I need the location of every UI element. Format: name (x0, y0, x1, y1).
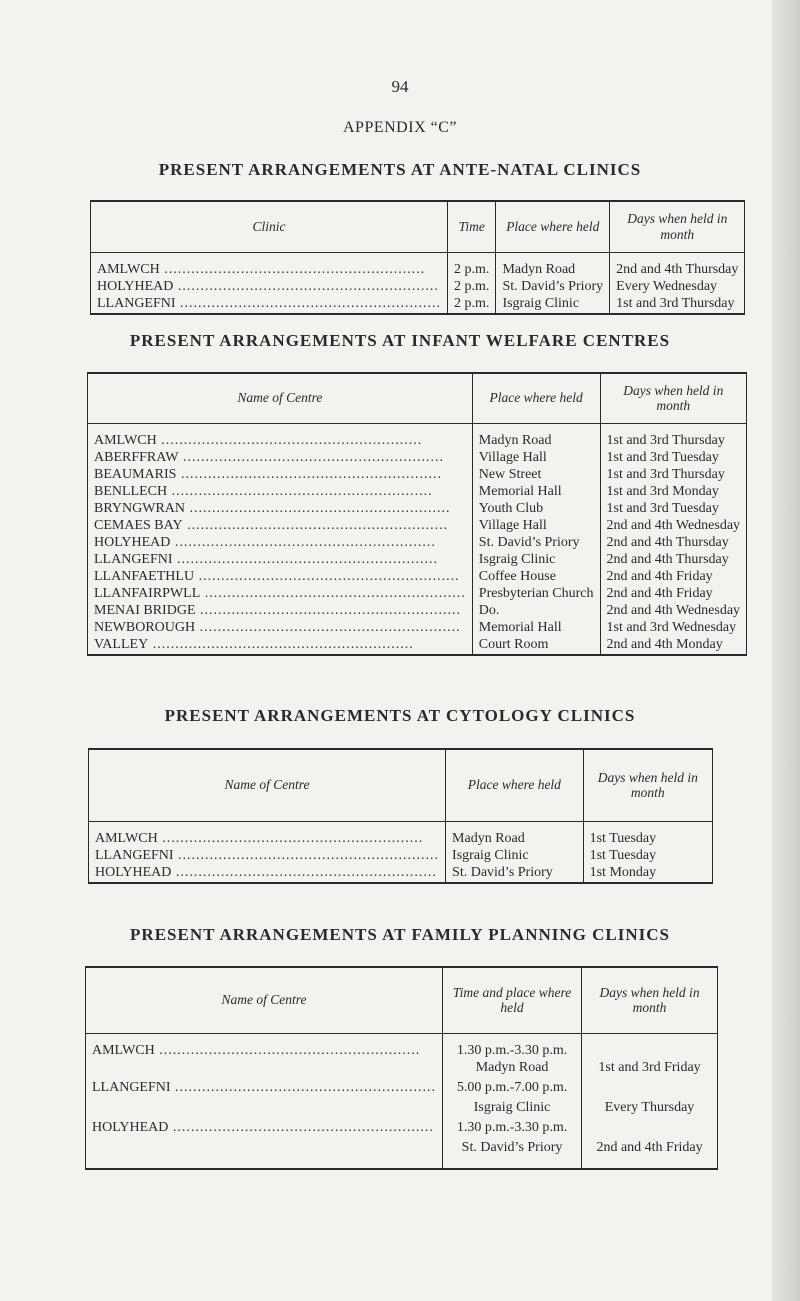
clinic-time: 2 p.m. (448, 295, 496, 314)
centre-days: 2nd and 4th Monday (600, 636, 747, 655)
col-header-name: Name of Centre (89, 749, 446, 821)
table-row (88, 466, 747, 483)
centre-place: Memorial Hall (472, 619, 600, 636)
centre-place: Isgraig Clinic (472, 551, 600, 568)
centre-time-place: Isgraig Clinic (443, 1099, 582, 1119)
centre-days: Every Thursday (582, 1099, 718, 1119)
centre-days: 2nd and 4th Friday (600, 568, 747, 585)
table-row (89, 847, 713, 864)
centre-days (582, 1033, 718, 1059)
appendix-title: APPENDIX “C” (343, 119, 457, 136)
centre-name: MENAI BRIDGE ..... (88, 602, 473, 619)
centre-place: Isgraig Clinic (446, 847, 584, 864)
centre-days: 1st and 3rd Tuesday (600, 449, 747, 466)
centre-days: 2nd and 4th Wednesday (600, 517, 747, 534)
antenatal-section-title: PRESENT ARRANGEMENTS AT ANTE-NATAL CLINICS (158, 160, 642, 179)
col-header-time: Time (448, 201, 496, 252)
table-row (88, 568, 747, 585)
family-planning-table (85, 966, 718, 1170)
clinic-time: 2 p.m. (448, 252, 496, 278)
clinic-days: 1st and 3rd Thursday (610, 295, 745, 314)
centre-place: Youth Club (472, 500, 600, 517)
centre-time-place: 1.30 p.m.-3.30 p.m. (443, 1033, 582, 1059)
table-row (88, 602, 747, 619)
table-row (88, 534, 747, 551)
clinic-days: 2nd and 4th Thursday (610, 252, 745, 278)
centre-days: 2nd and 4th Wednesday (600, 602, 747, 619)
col-header-name: Name of Centre (88, 373, 473, 423)
centre-days: 1st Tuesday (583, 847, 712, 864)
col-header-days: Days when held in month (582, 967, 718, 1033)
centre-time-place: Madyn Road (443, 1059, 582, 1079)
centre-place: Do. (472, 602, 600, 619)
centre-name: HOLYHEAD ..... (88, 534, 473, 551)
clinic-name: AMLWCH ..... (91, 252, 448, 278)
centre-days: 1st and 3rd Wednesday (600, 619, 747, 636)
centre-days (582, 1079, 718, 1099)
centre-place: St. David’s Priory (446, 864, 584, 883)
centre-place: Madyn Road (446, 821, 584, 847)
table-row (88, 619, 747, 636)
centre-name: LLANFAETHLU ..... (88, 568, 473, 585)
col-header-time-place: Time and place where held (443, 967, 582, 1033)
centre-days: 2nd and 4th Thursday (600, 534, 747, 551)
table-row (91, 295, 745, 314)
table-row (86, 1033, 718, 1059)
table-row (86, 1099, 718, 1119)
col-header-place: Place where held (496, 201, 610, 252)
col-header-days: Days when held in month (583, 749, 712, 821)
centre-name: AMLWCH ..... (86, 1033, 443, 1059)
centre-place: Court Room (472, 636, 600, 655)
centre-days: 2nd and 4th Friday (600, 585, 747, 602)
table-row (88, 500, 747, 517)
centre-name: VALLEY ..... (88, 636, 473, 655)
table-row (86, 1139, 718, 1169)
table-row (91, 278, 745, 295)
centre-place: Presbyterian Church (472, 585, 600, 602)
clinic-name: HOLYHEAD ..... (91, 278, 448, 295)
centre-name: HOLYHEAD ..... (86, 1119, 443, 1139)
clinic-days: Every Wednesday (610, 278, 745, 295)
centre-name (86, 1139, 443, 1169)
col-header-place: Place where held (472, 373, 600, 423)
table-row (86, 1059, 718, 1079)
centre-name: NEWBOROUGH ..... (88, 619, 473, 636)
table-row (88, 517, 747, 534)
table-row (88, 423, 747, 449)
family-section-title: PRESENT ARRANGEMENTS AT FAMILY PLANNING CLINICS (130, 925, 670, 944)
centre-days: 1st and 3rd Monday (600, 483, 747, 500)
centre-name: HOLYHEAD ..... (89, 864, 446, 883)
col-header-days: Days when held in month (610, 201, 745, 252)
centre-name (86, 1099, 443, 1119)
centre-name: AMLWCH ..... (89, 821, 446, 847)
centre-place: New Street (472, 466, 600, 483)
clinic-name: LLANGEFNI ..... (91, 295, 448, 314)
clinic-time: 2 p.m. (448, 278, 496, 295)
table-row (89, 821, 713, 847)
centre-time-place: St. David’s Priory (443, 1139, 582, 1169)
centre-name: LLANGEFNI ..... (89, 847, 446, 864)
centre-days: 1st Monday (583, 864, 712, 883)
table-row (86, 1119, 718, 1139)
infant-table (87, 372, 747, 656)
clinic-place: Madyn Road (496, 252, 610, 278)
table-row (88, 585, 747, 602)
centre-name: LLANGEFNI ..... (88, 551, 473, 568)
centre-name (86, 1059, 443, 1079)
centre-days: 1st and 3rd Thursday (600, 466, 747, 483)
centre-place: Memorial Hall (472, 483, 600, 500)
cytology-table (88, 748, 713, 884)
centre-name: CEMAES BAY ..... (88, 517, 473, 534)
centre-days: 2nd and 4th Friday (582, 1139, 718, 1169)
centre-name: AMLWCH ..... (88, 423, 473, 449)
col-header-days: Days when held in month (600, 373, 747, 423)
centre-place: Village Hall (472, 449, 600, 466)
cytology-section-title: PRESENT ARRANGEMENTS AT CYTOLOGY CLINICS (164, 706, 636, 725)
centre-place: Madyn Road (472, 423, 600, 449)
centre-days: 1st Tuesday (583, 821, 712, 847)
centre-place: Village Hall (472, 517, 600, 534)
table-row (88, 551, 747, 568)
col-header-place: Place where held (446, 749, 584, 821)
centre-days: 1st and 3rd Tuesday (600, 500, 747, 517)
table-row (88, 449, 747, 466)
table-row (89, 864, 713, 883)
table-row (88, 483, 747, 500)
centre-place: St. David’s Priory (472, 534, 600, 551)
centre-days: 1st and 3rd Thursday (600, 423, 747, 449)
centre-name: BRYNGWRAN ..... (88, 500, 473, 517)
centre-days: 2nd and 4th Thursday (600, 551, 747, 568)
col-header-name: Name of Centre (86, 967, 443, 1033)
col-header-clinic: Clinic (91, 201, 448, 252)
centre-name: LLANFAIRPWLL ..... (88, 585, 473, 602)
table-row (88, 636, 747, 655)
centre-days (582, 1119, 718, 1139)
centre-name: BEAUMARIS ..... (88, 466, 473, 483)
centre-name: LLANGEFNI ..... (86, 1079, 443, 1099)
antenatal-table (90, 200, 745, 315)
page-number: 94 (391, 77, 409, 96)
centre-days: 1st and 3rd Friday (582, 1059, 718, 1079)
table-row (86, 1079, 718, 1099)
table-row (91, 252, 745, 278)
centre-place: Coffee House (472, 568, 600, 585)
centre-time-place: 1.30 p.m.-3.30 p.m. (443, 1119, 582, 1139)
clinic-place: St. David’s Priory (496, 278, 610, 295)
infant-section-title: PRESENT ARRANGEMENTS AT INFANT WELFARE CENTRES (129, 331, 671, 350)
clinic-place: Isgraig Clinic (496, 295, 610, 314)
centre-name: ABERFFRAW ..... (88, 449, 473, 466)
page-edge-shadow (772, 0, 800, 1301)
centre-name: BENLLECH ..... (88, 483, 473, 500)
centre-time-place: 5.00 p.m.-7.00 p.m. (443, 1079, 582, 1099)
